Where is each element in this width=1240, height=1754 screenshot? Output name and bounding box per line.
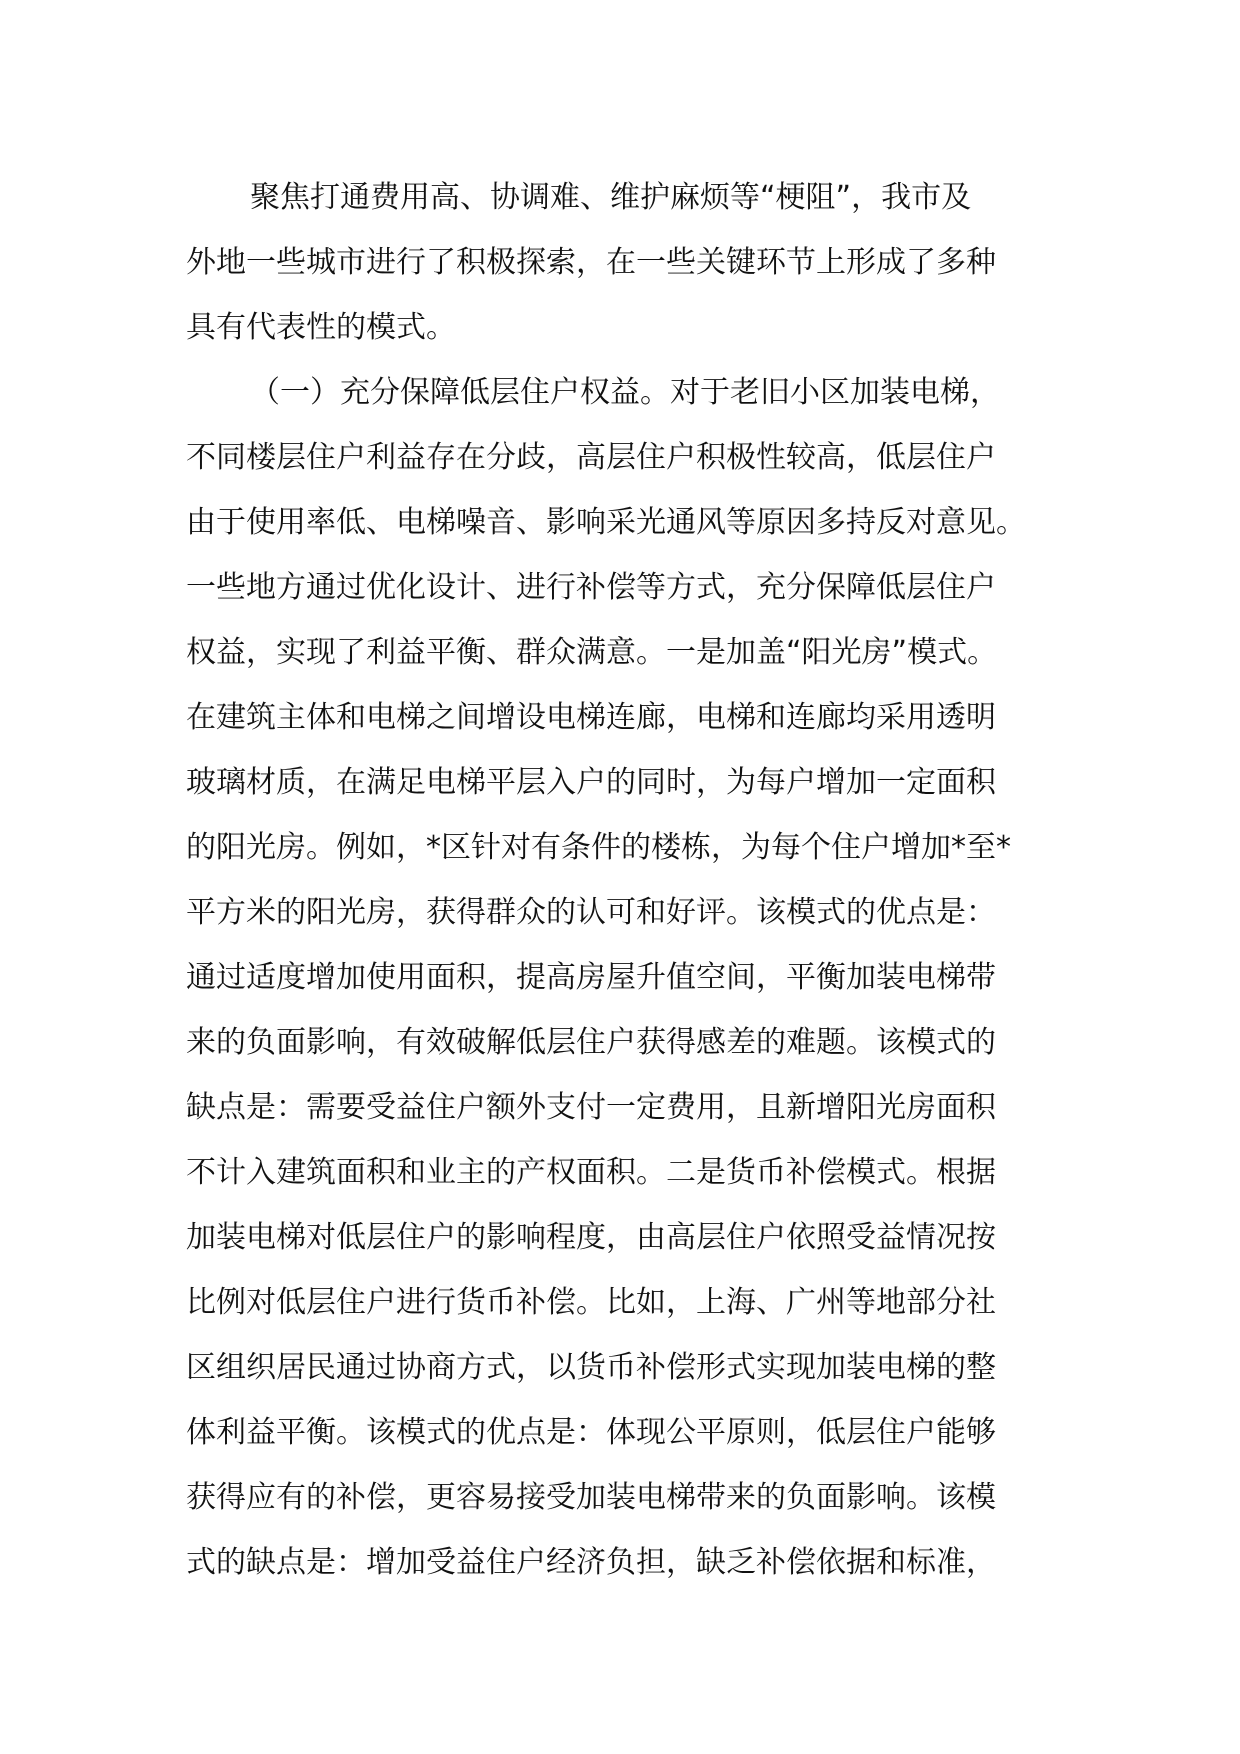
- text-line: 一些地方通过优化设计、进行补偿等方式，充分保障低层住户: [186, 570, 996, 605]
- body-text: [186, 165, 1066, 1595]
- paragraph-first-line: （一）充分保障低层住户权益。对于老旧小区加装电梯，: [250, 375, 1000, 410]
- text-line: 加装电梯对低层住户的影响程度，由高层住户依照受益情况按: [186, 1220, 996, 1255]
- text-line: 通过适度增加使用面积，提高房屋升值空间，平衡加装电梯带: [186, 960, 996, 995]
- text-line: 获得应有的补偿，更容易接受加装电梯带来的负面影响。该模: [186, 1480, 996, 1515]
- text-line: 比例对低层住户进行货币补偿。比如，上海、广州等地部分社: [186, 1285, 996, 1320]
- text-line: 缺点是：需要受益住户额外支付一定费用，且新增阳光房面积: [186, 1090, 996, 1125]
- text-line: 来的负面影响，有效破解低层住户获得感差的难题。该模式的: [186, 1025, 996, 1060]
- text-line: 在建筑主体和电梯之间增设电梯连廊，电梯和连廊均采用透明: [186, 700, 996, 735]
- text-line: 平方米的阳光房，获得群众的认可和好评。该模式的优点是：: [186, 895, 996, 930]
- text-line: 体利益平衡。该模式的优点是：体现公平原则，低层住户能够: [186, 1415, 996, 1450]
- text-line: 具有代表性的模式。: [186, 310, 456, 345]
- text-line: 式的缺点是：增加受益住户经济负担，缺乏补偿依据和标准，: [186, 1545, 996, 1580]
- text-line: 由于使用率低、电梯噪音、影响采光通风等原因多持反对意见。: [186, 505, 1026, 540]
- text-line: 玻璃材质，在满足电梯平层入户的同时，为每户增加一定面积: [186, 765, 996, 800]
- paragraph-first-line: 聚焦打通费用高、协调难、维护麻烦等“梗阻”，我市及: [250, 180, 972, 215]
- text-line: 的阳光房。例如，*区针对有条件的楼栋，为每个住户增加*至*: [186, 830, 1011, 865]
- text-line: 外地一些城市进行了积极探索，在一些关键环节上形成了多种: [186, 245, 996, 280]
- text-line: 区组织居民通过协商方式，以货币补偿形式实现加装电梯的整: [186, 1350, 996, 1385]
- text-line: 不同楼层住户利益存在分歧，高层住户积极性较高，低层住户: [186, 440, 996, 475]
- text-line: 不计入建筑面积和业主的产权面积。二是货币补偿模式。根据: [186, 1155, 996, 1190]
- text-line: 权益，实现了利益平衡、群众满意。一是加盖“阳光房”模式。: [186, 635, 998, 670]
